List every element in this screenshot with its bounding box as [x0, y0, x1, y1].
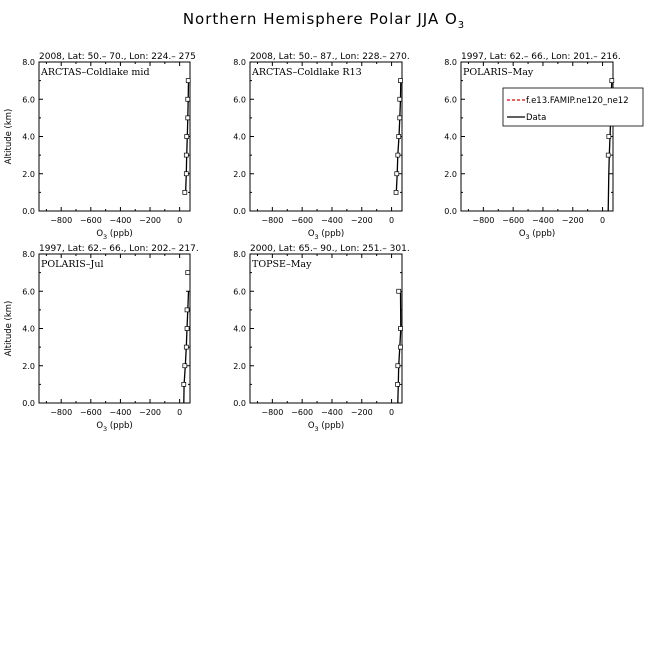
x-tick-label: −800 — [50, 216, 73, 225]
x-tick-label: 0 — [177, 216, 183, 225]
campaign-label: ARCTAS–Coldlake mid — [41, 67, 150, 78]
x-axis-label-main: O — [518, 229, 526, 239]
y-tick-label: 6.0 — [22, 287, 35, 297]
data-marker — [398, 116, 402, 120]
campaign-label: POLARIS–Jul — [41, 259, 104, 270]
x-tick-label: −600 — [291, 408, 314, 417]
data-marker — [399, 79, 403, 83]
plot-frame — [39, 254, 190, 403]
legend — [503, 88, 643, 126]
x-tick-label: −400 — [531, 216, 554, 225]
y-tick-label: 8.0 — [22, 58, 35, 67]
data-marker — [610, 79, 614, 83]
x-tick-label: −200 — [139, 216, 162, 225]
y-tick-label: 2.0 — [22, 169, 35, 179]
x-axis-label-subscript: 3 — [525, 233, 530, 241]
figure-title: Northern Hemisphere Polar JJA $O_3$ — [182, 10, 466, 31]
x-axis-label-main: O — [96, 229, 104, 239]
plot-frame — [250, 254, 402, 403]
chart-panel-1 — [4, 52, 196, 241]
data-marker — [183, 364, 187, 368]
y-tick-label: 6.0 — [233, 287, 246, 297]
data-marker — [185, 327, 189, 331]
x-tick-label: −800 — [261, 216, 284, 225]
x-tick-label: −600 — [291, 216, 314, 225]
panel-header: 2000, Lat: 65.– 90., Lon: 251.– 301. — [250, 244, 410, 254]
data-marker — [184, 345, 188, 349]
x-tick-label: −600 — [502, 216, 525, 225]
data-marker — [184, 153, 188, 157]
x-axis-label-main: O — [96, 421, 104, 431]
figure-title-subscript: 3 — [457, 20, 466, 31]
legend-label: f.e13.FAMIP.ne120_ne12 — [526, 96, 629, 106]
data-marker — [186, 79, 190, 83]
y-tick-label: 0.0 — [22, 399, 35, 408]
chart-panel-5 — [233, 244, 409, 433]
panel-header: 1997, Lat: 62.– 66., Lon: 201.– 216. — [461, 52, 621, 62]
data-marker — [399, 327, 403, 331]
data-marker — [606, 153, 610, 157]
y-tick-label: 4.0 — [22, 324, 35, 334]
y-tick-label: 4.0 — [233, 132, 246, 142]
plot-frame — [39, 62, 190, 211]
y-tick-label: 2.0 — [22, 361, 35, 371]
x-axis-label-unit: (ppb) — [318, 229, 345, 239]
y-tick-label: 8.0 — [22, 250, 35, 259]
x-tick-label: −400 — [109, 216, 132, 225]
plot-frame — [461, 62, 613, 211]
x-axis-label-unit: (ppb) — [107, 229, 133, 239]
data-marker — [185, 308, 189, 312]
x-tick-label: −200 — [139, 408, 162, 417]
data-marker — [397, 135, 401, 139]
y-tick-label: 6.0 — [233, 95, 246, 105]
x-tick-label: −400 — [109, 408, 132, 417]
data-marker — [607, 135, 611, 139]
x-tick-label: 0 — [600, 216, 606, 225]
y-axis-label: Altitude (km) — [4, 300, 14, 357]
y-tick-label: 4.0 — [233, 324, 246, 334]
x-axis-label — [308, 229, 344, 241]
x-axis-label-unit: (ppb) — [318, 421, 345, 431]
x-axis-label-unit: (ppb) — [529, 229, 556, 239]
x-tick-label: −800 — [261, 408, 284, 417]
x-tick-label: 0 — [389, 216, 395, 225]
x-axis-label-subscript: 3 — [314, 425, 319, 433]
x-tick-label: −400 — [320, 216, 343, 225]
chart-panel-3 — [444, 52, 643, 241]
data-marker — [186, 116, 190, 120]
data-marker — [182, 382, 186, 386]
y-tick-label: 2.0 — [444, 169, 457, 179]
data-marker — [398, 97, 402, 101]
chart-panel-4 — [4, 244, 199, 433]
x-axis-label-subscript: 3 — [103, 233, 108, 241]
data-marker — [184, 172, 188, 176]
y-tick-label: 0.0 — [444, 207, 457, 216]
y-tick-label: 4.0 — [22, 132, 35, 142]
data-marker — [183, 190, 187, 194]
legend-label: Data — [526, 113, 547, 123]
data-marker — [185, 135, 189, 139]
y-tick-label: 0.0 — [233, 207, 246, 216]
x-axis-label-main: O — [307, 229, 315, 239]
panel-header: 2008, Lat: 50.– 87., Lon: 228.– 270. — [250, 52, 410, 62]
x-axis-label-main: O — [307, 421, 315, 431]
y-tick-label: 6.0 — [22, 95, 35, 105]
x-tick-label: −600 — [79, 216, 102, 225]
x-axis-label — [308, 421, 344, 433]
campaign-label: ARCTAS–Coldlake R13 — [252, 67, 362, 78]
x-tick-label: −400 — [320, 408, 343, 417]
y-tick-label: 8.0 — [444, 58, 457, 67]
y-tick-label: 0.0 — [233, 399, 246, 408]
x-axis-label-subscript: 3 — [103, 425, 108, 433]
panel-header: 2008, Lat: 50.– 70., Lon: 224.– 275 — [39, 52, 196, 62]
y-tick-label: 6.0 — [444, 95, 457, 105]
x-axis-label — [96, 421, 132, 433]
campaign-label: TOPSE–May — [252, 259, 312, 270]
data-marker — [186, 271, 190, 275]
x-axis-label — [96, 229, 132, 241]
data-marker — [186, 97, 190, 101]
data-marker — [397, 289, 401, 293]
x-tick-label: −200 — [561, 216, 584, 225]
panel-header: 1997, Lat: 62.– 66., Lon: 202.– 217. — [39, 244, 199, 254]
data-marker — [396, 153, 400, 157]
data-marker — [394, 190, 398, 194]
plot-frame — [250, 62, 402, 211]
x-tick-label: −200 — [350, 408, 373, 417]
data-marker — [395, 172, 399, 176]
x-tick-label: −200 — [350, 216, 373, 225]
x-tick-label: 0 — [177, 408, 183, 417]
x-axis-label-subscript: 3 — [314, 233, 319, 241]
x-tick-label: −800 — [50, 408, 73, 417]
x-tick-label: −600 — [79, 408, 102, 417]
x-tick-label: 0 — [389, 408, 395, 417]
y-axis-label: Altitude (km) — [4, 108, 14, 165]
y-tick-label: 2.0 — [233, 169, 246, 179]
data-marker — [396, 364, 400, 368]
campaign-label: POLARIS–May — [463, 67, 534, 78]
x-axis-label — [519, 229, 555, 241]
y-tick-label: 2.0 — [233, 361, 246, 371]
x-axis-label-unit: (ppb) — [107, 421, 133, 431]
x-tick-label: −800 — [472, 216, 495, 225]
data-marker — [396, 382, 400, 386]
chart-panel-2 — [233, 52, 409, 241]
y-tick-label: 8.0 — [233, 58, 246, 67]
y-tick-label: 8.0 — [233, 250, 246, 259]
data-marker — [399, 345, 403, 349]
y-tick-label: 0.0 — [22, 207, 35, 216]
legend-box — [503, 88, 643, 126]
y-tick-label: 4.0 — [444, 132, 457, 142]
